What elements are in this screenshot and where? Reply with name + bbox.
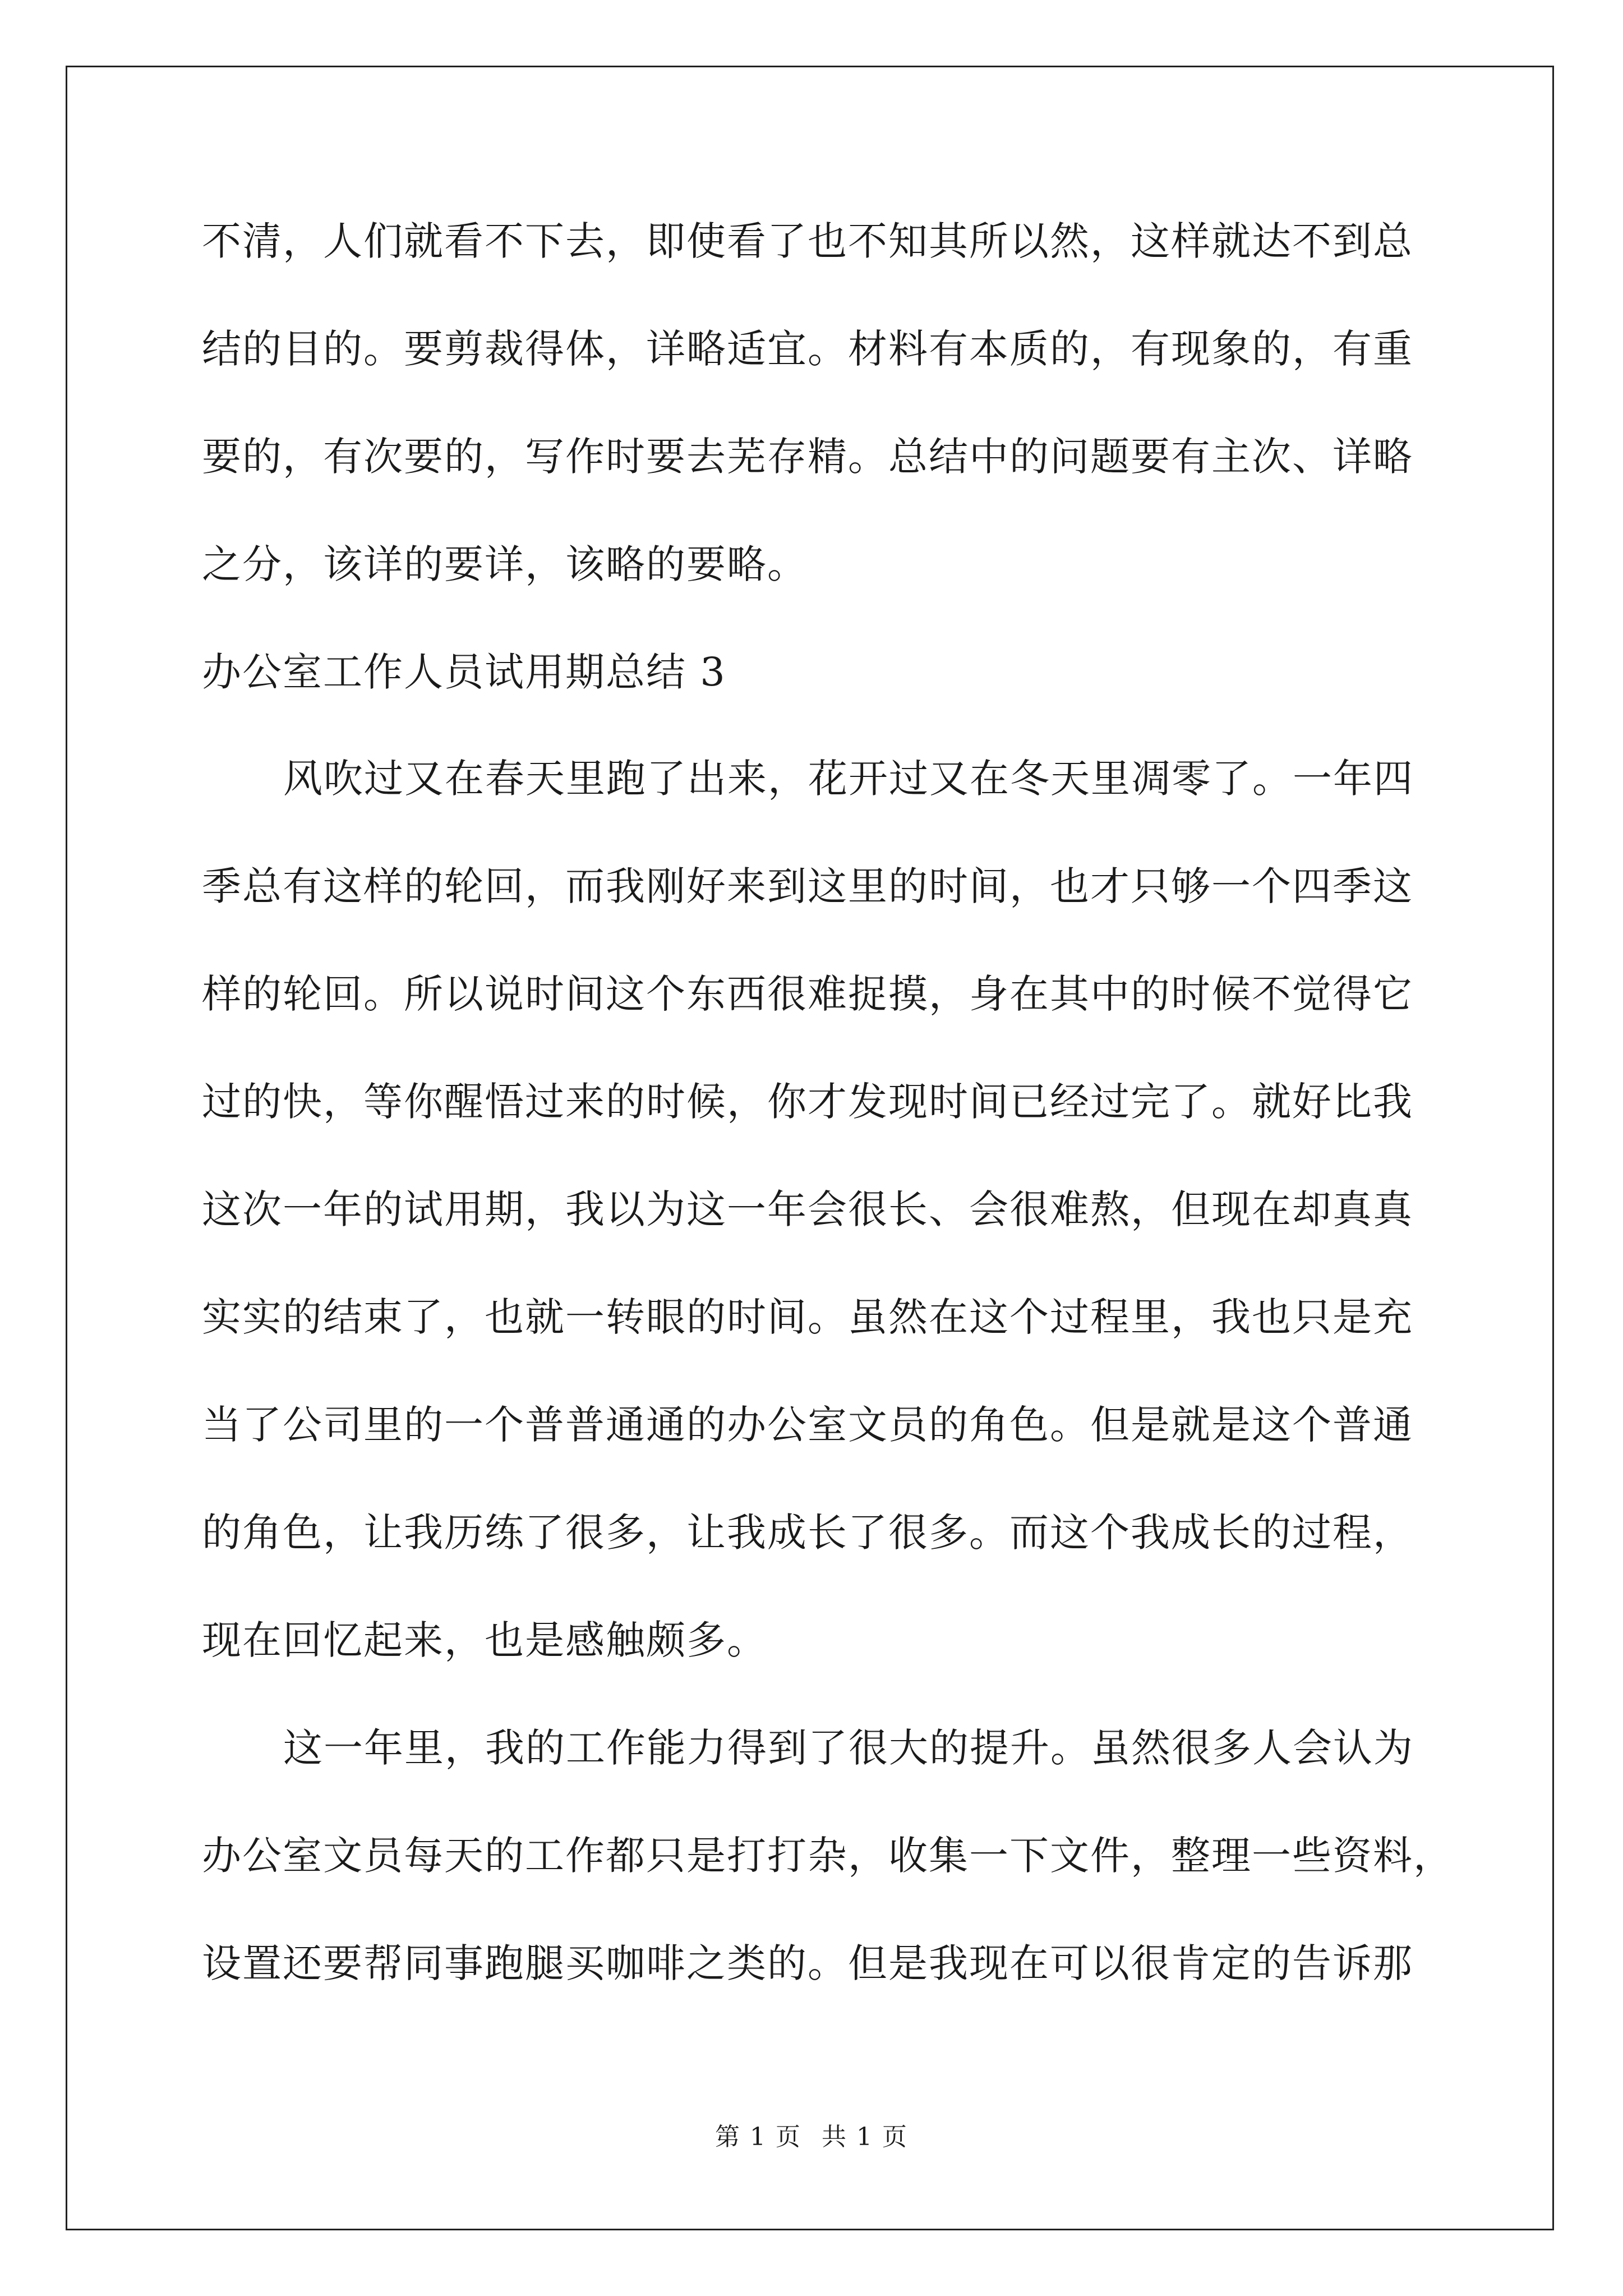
- page-footer: [0, 2120, 1623, 2154]
- page-total: 共 1 页: [822, 2123, 908, 2151]
- text-line: 不清，人们就看不下去，即使看了也不知其所以然，这样就达不到总: [202, 218, 1413, 264]
- text-line: 样的轮回。所以说时间这个东西很难捉摸，身在其中的时候不觉得它: [202, 971, 1413, 1017]
- page-number: 第 1 页: [715, 2123, 801, 2151]
- text-line: 要的，有次要的，写作时要去芜存精。总结中的问题要有主次、详略: [202, 434, 1413, 480]
- text-line: 实实的结束了，也就一转眼的时间。虽然在这个过程里，我也只是充: [202, 1294, 1413, 1340]
- text-line: 这一年里，我的工作能力得到了很大的提升。虽然很多人会认为: [283, 1725, 1414, 1771]
- paragraph-3: [202, 1720, 1454, 2043]
- text-line: 结的目的。要剪裁得体，详略适宜。材料有本质的，有现象的，有重: [202, 326, 1413, 372]
- text-line: 当了公司里的一个普普通通的办公室文员的角色。但是就是这个普通: [202, 1402, 1413, 1448]
- text-line: 设置还要帮同事跑腿买咖啡之类的。但是我现在可以很肯定的告诉那: [202, 1940, 1413, 1986]
- text-line: 之分，该详的要详，该略的要略。: [202, 541, 808, 587]
- text-line: 的角色，让我历练了很多，让我成长了很多。而这个我成长的过程，: [202, 1510, 1413, 1556]
- text-line: 过的快，等你醒悟过来的时候，你才发现时间已经过完了。就好比我: [202, 1079, 1413, 1125]
- text-line: 现在回忆起来，也是感触颇多。: [202, 1617, 767, 1663]
- text-line: 办公室文员每天的工作都只是打打杂，收集一下文件，整理一些资料，: [202, 1833, 1454, 1879]
- text-line: 季总有这样的轮回，而我刚好来到这里的时间，也才只够一个四季这: [202, 863, 1413, 909]
- document-body: [202, 213, 1454, 2043]
- paragraph-2: [202, 751, 1436, 1720]
- paragraph-continued: [202, 213, 1436, 644]
- section-title: 办公室工作人员试用期总结 3: [202, 649, 726, 695]
- text-line: 风吹过又在春天里跑了出来，花开过又在冬天里凋零了。一年四: [283, 756, 1414, 802]
- text-line: 这次一年的试用期，我以为这一年会很长、会很难熬，但现在却真真: [202, 1186, 1413, 1232]
